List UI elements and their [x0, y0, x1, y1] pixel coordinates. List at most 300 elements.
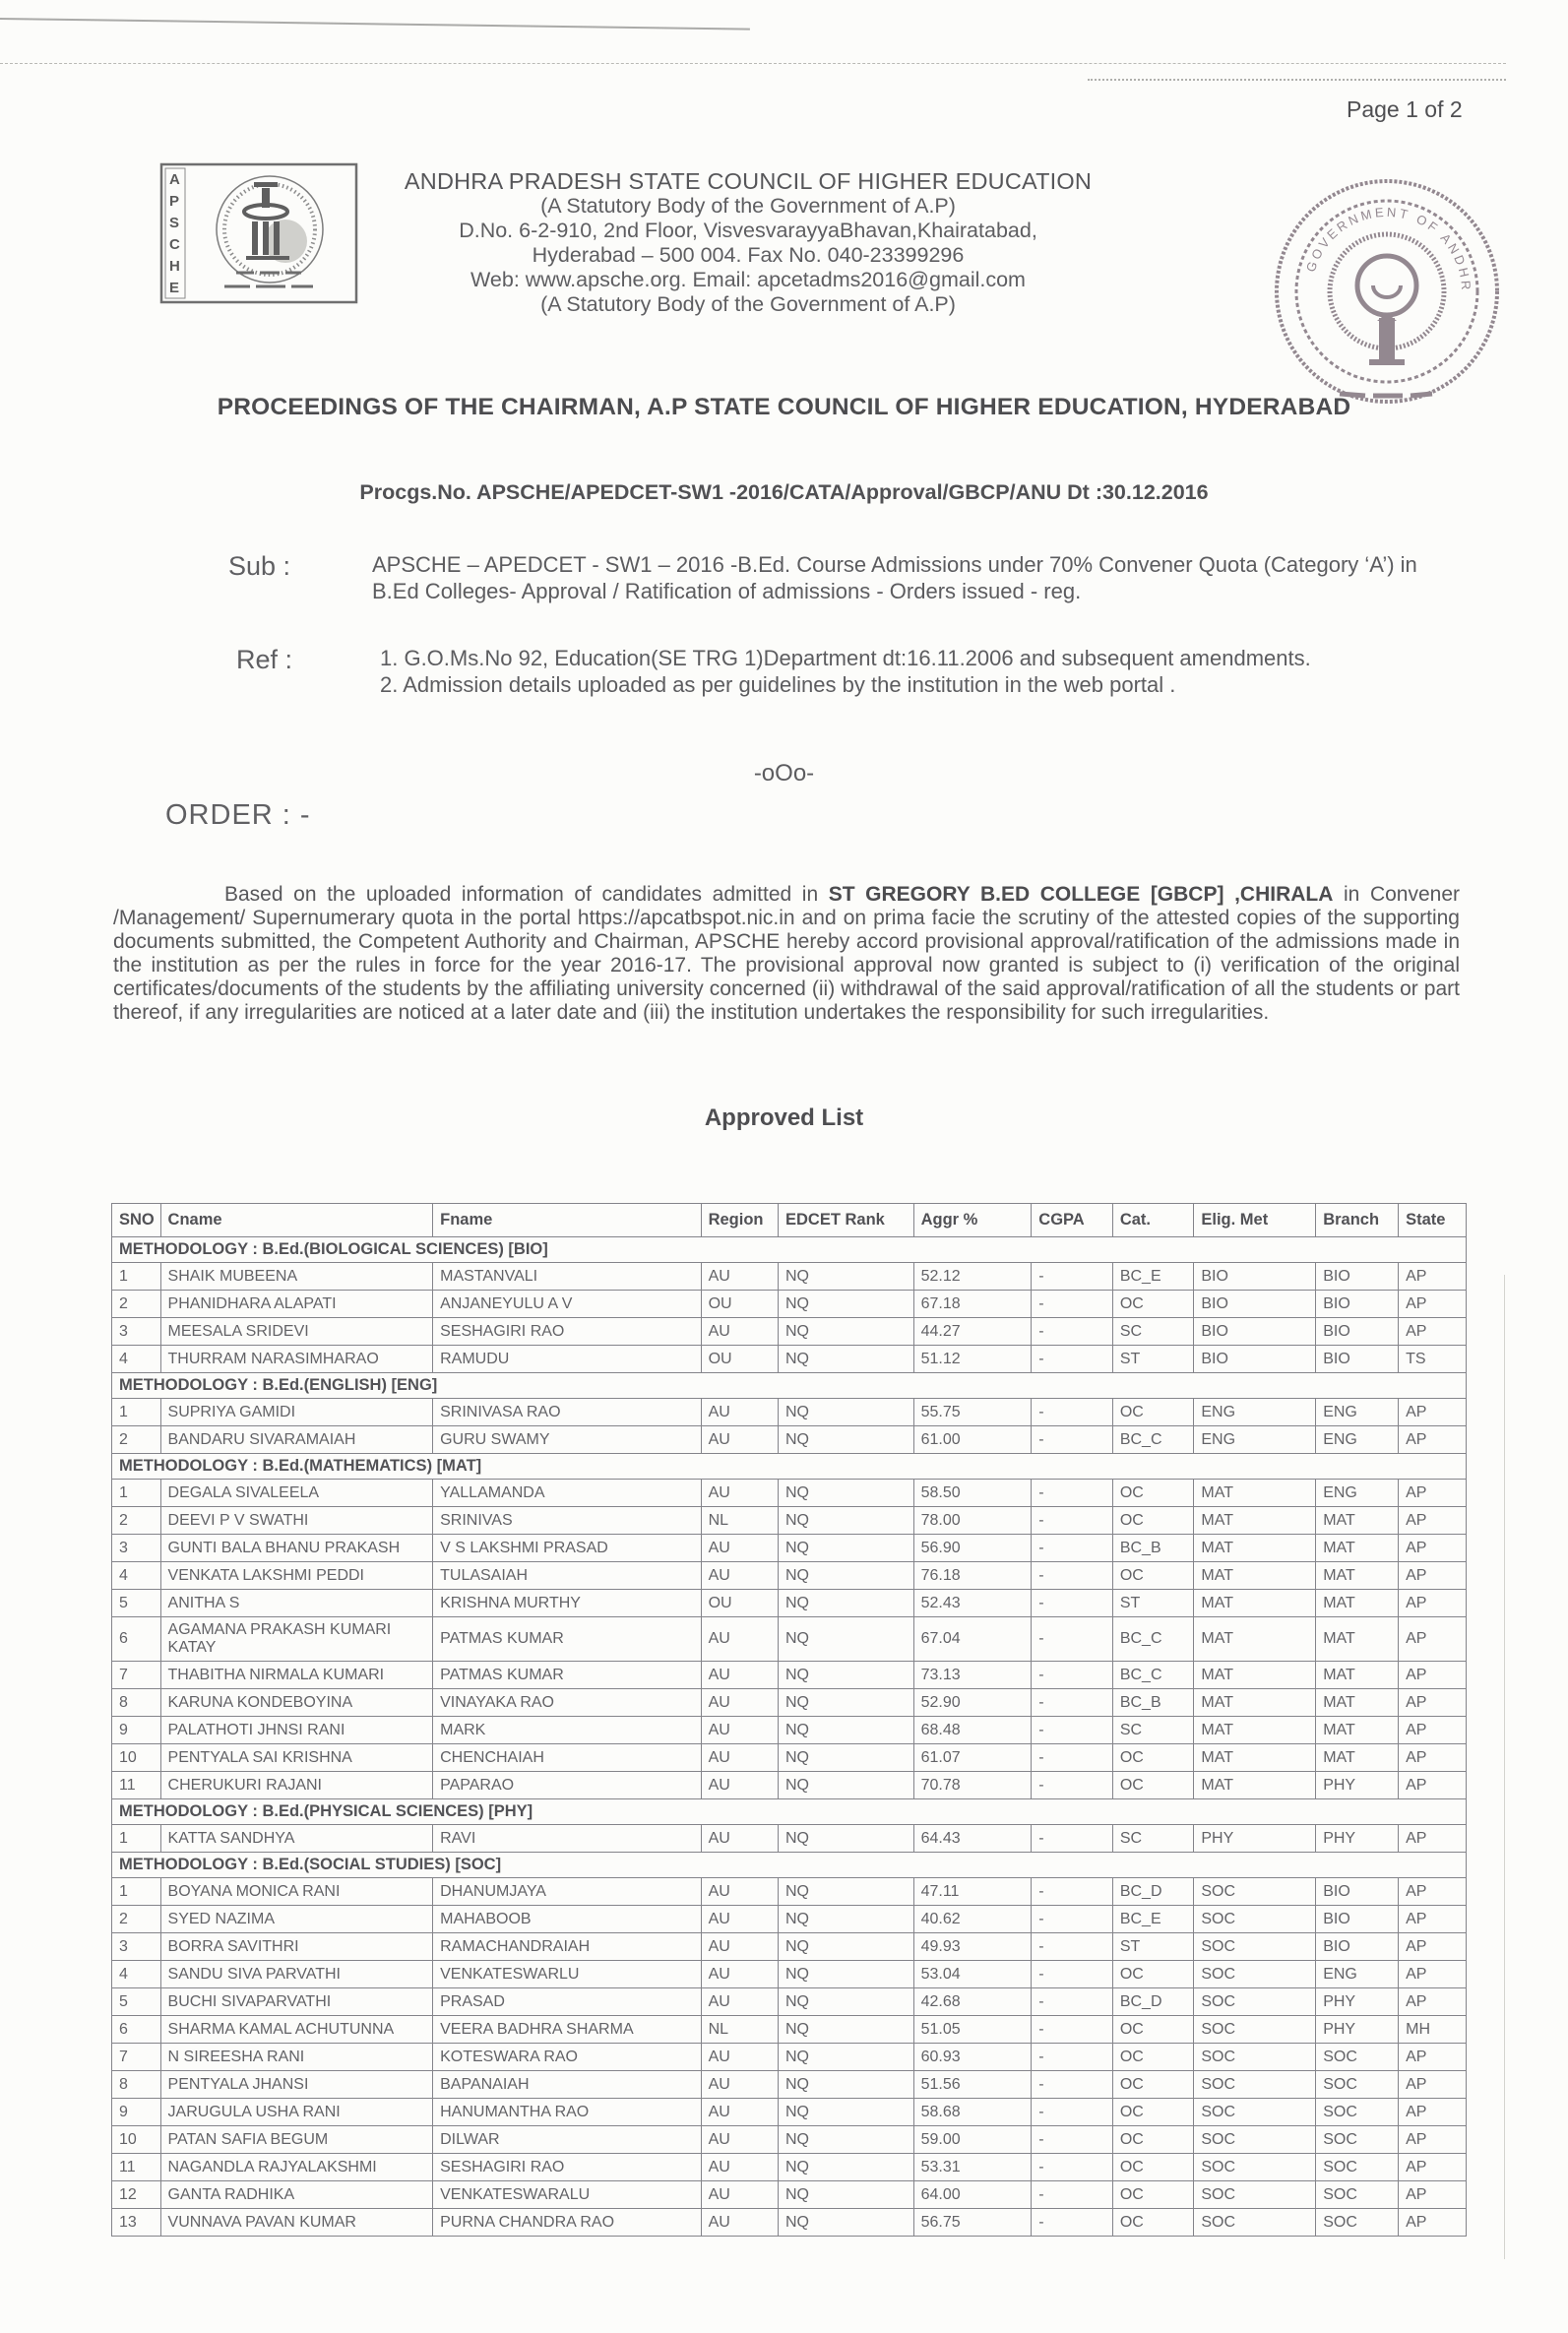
- table-cell: KRISHNA MURTHY: [433, 1590, 701, 1617]
- methodology-section-title: METHODOLOGY : B.Ed.(SOCIAL STUDIES) [SOC]: [112, 1853, 1467, 1878]
- table-cell: JARUGULA USHA RANI: [160, 2099, 433, 2126]
- table-cell: AU: [701, 1689, 778, 1717]
- table-cell: MAHABOOB: [433, 1906, 701, 1933]
- table-cell: 40.62: [913, 1906, 1032, 1933]
- table-cell: GURU SWAMY: [433, 1426, 701, 1454]
- table-row: [112, 1825, 1467, 1853]
- column-header: Region: [701, 1204, 778, 1237]
- table-cell: AP: [1399, 1318, 1467, 1346]
- table-cell: -: [1032, 1717, 1113, 1744]
- table-cell: -: [1032, 1399, 1113, 1426]
- table-cell: 64.00: [913, 2181, 1032, 2209]
- table-cell: AU: [701, 1961, 778, 1988]
- table-cell: BC_E: [1112, 1263, 1194, 1291]
- table-cell: 53.31: [913, 2154, 1032, 2181]
- table-cell: AGAMANA PRAKASH KUMARI KATAY: [160, 1617, 433, 1662]
- table-row: [112, 1507, 1467, 1535]
- table-cell: MAT: [1316, 1744, 1399, 1772]
- table-cell: 51.12: [913, 1346, 1032, 1373]
- table-cell: SHAIK MUBEENA: [160, 1263, 433, 1291]
- table-cell: 8: [112, 2071, 161, 2099]
- table-cell: ENG: [1316, 1399, 1399, 1426]
- table-cell: -: [1032, 1772, 1113, 1799]
- table-cell: 11: [112, 2154, 161, 2181]
- table-cell: NQ: [778, 2071, 913, 2099]
- table-cell: BAPANAIAH: [433, 2071, 701, 2099]
- table-cell: 2: [112, 1906, 161, 1933]
- table-cell: SESHAGIRI RAO: [433, 1318, 701, 1346]
- table-cell: SRINIVAS: [433, 1507, 701, 1535]
- table-cell: 52.12: [913, 1263, 1032, 1291]
- methodology-section-row: [112, 1454, 1467, 1480]
- table-row: [112, 1399, 1467, 1426]
- table-cell: AU: [701, 1662, 778, 1689]
- table-cell: AP: [1399, 1988, 1467, 2016]
- table-cell: BC_D: [1112, 1988, 1194, 2016]
- table-cell: ENG: [1194, 1426, 1316, 1454]
- table-cell: -: [1032, 1988, 1113, 2016]
- table-cell: OC: [1112, 1744, 1194, 1772]
- table-cell: SOC: [1194, 2044, 1316, 2071]
- table-row: [112, 1662, 1467, 1689]
- table-cell: 5: [112, 1590, 161, 1617]
- table-cell: 6: [112, 2016, 161, 2044]
- column-header: Aggr %: [913, 1204, 1032, 1237]
- methodology-section-row: [112, 1373, 1467, 1399]
- table-row: [112, 1590, 1467, 1617]
- table-cell: SUPRIYA GAMIDI: [160, 1399, 433, 1426]
- table-cell: -: [1032, 1933, 1113, 1961]
- org-name: ANDHRA PRADESH STATE COUNCIL OF HIGHER EDUCATION: [404, 168, 1093, 194]
- table-row: [112, 1717, 1467, 1744]
- table-cell: VENKATESWARLU: [433, 1961, 701, 1988]
- table-cell: 5: [112, 1988, 161, 2016]
- table-cell: -: [1032, 2209, 1113, 2237]
- table-cell: NQ: [778, 1291, 913, 1318]
- table-cell: 2: [112, 1426, 161, 1454]
- table-cell: BC_E: [1112, 1906, 1194, 1933]
- table-cell: VUNNAVA PAVAN KUMAR: [160, 2209, 433, 2237]
- table-cell: -: [1032, 1480, 1113, 1507]
- table-cell: 67.18: [913, 1291, 1032, 1318]
- address-line-2: Hyderabad – 500 004. Fax No. 040-23399296: [532, 243, 965, 267]
- table-cell: PHANIDHARA ALAPATI: [160, 1291, 433, 1318]
- table-cell: BC_B: [1112, 1535, 1194, 1562]
- table-cell: OC: [1112, 2154, 1194, 2181]
- table-cell: 78.00: [913, 1507, 1032, 1535]
- table-cell: MAT: [1316, 1590, 1399, 1617]
- table-row: [112, 1689, 1467, 1717]
- table-cell: AP: [1399, 1825, 1467, 1853]
- table-cell: OC: [1112, 2044, 1194, 2071]
- table-cell: -: [1032, 1744, 1113, 1772]
- table-cell: -: [1032, 1617, 1113, 1662]
- methodology-section-title: METHODOLOGY : B.Ed.(MATHEMATICS) [MAT]: [112, 1454, 1467, 1480]
- methodology-section-title: METHODOLOGY : B.Ed.(BIOLOGICAL SCIENCES) [BIO]: [112, 1237, 1467, 1263]
- table-cell: NQ: [778, 1772, 913, 1799]
- table-cell: AP: [1399, 1426, 1467, 1454]
- table-cell: AP: [1399, 1961, 1467, 1988]
- table-header-row: [112, 1204, 1467, 1237]
- table-cell: -: [1032, 1507, 1113, 1535]
- column-header: Cat.: [1112, 1204, 1194, 1237]
- table-row: [112, 2209, 1467, 2237]
- table-cell: AU: [701, 1744, 778, 1772]
- table-cell: -: [1032, 1662, 1113, 1689]
- table-cell: AP: [1399, 2044, 1467, 2071]
- table-cell: SOC: [1194, 2071, 1316, 2099]
- table-cell: NQ: [778, 1346, 913, 1373]
- table-cell: ENG: [1194, 1399, 1316, 1426]
- svg-text:P: P: [169, 193, 180, 210]
- proceedings-title: PROCEEDINGS OF THE CHAIRMAN, A.P STATE COUNCIL OF HIGHER EDUCATION, HYDERABAD: [217, 394, 1351, 420]
- table-cell: BIO: [1194, 1346, 1316, 1373]
- table-cell: HANUMANTHA RAO: [433, 2099, 701, 2126]
- table-cell: AP: [1399, 1933, 1467, 1961]
- table-cell: -: [1032, 2181, 1113, 2209]
- table-cell: AU: [701, 2071, 778, 2099]
- table-cell: SC: [1112, 1318, 1194, 1346]
- table-cell: NQ: [778, 1399, 913, 1426]
- table-cell: AP: [1399, 1878, 1467, 1906]
- table-cell: MAT: [1194, 1772, 1316, 1799]
- table-cell: BC_C: [1112, 1662, 1194, 1689]
- table-cell: TS: [1399, 1346, 1467, 1373]
- table-cell: AU: [701, 1617, 778, 1662]
- order-paragraph-segment: Based on the uploaded information of candidates admitted in: [224, 883, 829, 906]
- table-cell: 47.11: [913, 1878, 1032, 1906]
- table-cell: NQ: [778, 2154, 913, 2181]
- table-cell: OC: [1112, 1507, 1194, 1535]
- table-cell: ST: [1112, 1346, 1194, 1373]
- table-cell: 76.18: [913, 1562, 1032, 1590]
- table-cell: PATAN SAFIA BEGUM: [160, 2126, 433, 2154]
- table-cell: 58.50: [913, 1480, 1032, 1507]
- svg-text:S: S: [169, 215, 180, 231]
- table-cell: NQ: [778, 1426, 913, 1454]
- table-cell: 4: [112, 1346, 161, 1373]
- table-cell: MAT: [1316, 1507, 1399, 1535]
- table-cell: -: [1032, 1906, 1113, 1933]
- table-cell: RAMACHANDRAIAH: [433, 1933, 701, 1961]
- table-cell: AU: [701, 2044, 778, 2071]
- table-cell: CHENCHAIAH: [433, 1744, 701, 1772]
- table-cell: AP: [1399, 1772, 1467, 1799]
- government-seal-icon: [1263, 165, 1511, 413]
- table-cell: VINAYAKA RAO: [433, 1689, 701, 1717]
- scan-artifact-line: [0, 18, 750, 31]
- table-cell: SOC: [1194, 1961, 1316, 1988]
- table-cell: AU: [701, 1825, 778, 1853]
- table-cell: 1: [112, 1825, 161, 1853]
- column-header: CGPA: [1032, 1204, 1113, 1237]
- order-paragraph-segment: in Convener /Management/ Supernumerary quota in the portal https://apcatbspot.nic.in and on prima facie the scrutiny of the attested copies of the supporting documents submitted, the Competent Authority and Chairman, APSCHE hereby accord provisional approval/ratification of the admissions made in the institution as per the rules in force for the year 2016-17. The provisional approval now granted is subject to (i) verification of the original certificates/documents of the students by the affiliating university concerned (ii) withdrawal of the said approval/ratification of all the students or part thereof, if any irregularities are noticed at a later date and (iii) the institution undertakes the responsibility for such irregularities.: [113, 883, 1460, 1024]
- table-cell: CHERUKURI RAJANI: [160, 1772, 433, 1799]
- table-cell: AP: [1399, 1291, 1467, 1318]
- table-cell: AU: [701, 2126, 778, 2154]
- table-row: [112, 1772, 1467, 1799]
- table-cell: MAT: [1194, 1662, 1316, 1689]
- table-cell: BC_D: [1112, 1878, 1194, 1906]
- proceedings-number: Procgs.No. APSCHE/APEDCET-SW1 -2016/CATA/Approval/GBCP/ANU Dt :30.12.2016: [359, 480, 1209, 504]
- table-cell: 44.27: [913, 1318, 1032, 1346]
- methodology-section-row: [112, 1799, 1467, 1825]
- table-cell: VENKATA LAKSHMI PEDDI: [160, 1562, 433, 1590]
- table-cell: -: [1032, 1318, 1113, 1346]
- table-cell: AU: [701, 1399, 778, 1426]
- table-cell: AP: [1399, 2209, 1467, 2237]
- table-cell: MAT: [1316, 1717, 1399, 1744]
- table-cell: AP: [1399, 1662, 1467, 1689]
- table-cell: AP: [1399, 2181, 1467, 2209]
- table-cell: NQ: [778, 2209, 913, 2237]
- table-cell: OC: [1112, 1480, 1194, 1507]
- table-cell: 13: [112, 2209, 161, 2237]
- column-header: SNO: [112, 1204, 161, 1237]
- table-cell: AU: [701, 1562, 778, 1590]
- table-cell: SOC: [1194, 2154, 1316, 2181]
- table-cell: ENG: [1316, 1961, 1399, 1988]
- table-cell: ANITHA S: [160, 1590, 433, 1617]
- table-cell: NQ: [778, 2016, 913, 2044]
- table-cell: PATMAS KUMAR: [433, 1617, 701, 1662]
- table-cell: 3: [112, 1535, 161, 1562]
- table-cell: NQ: [778, 1662, 913, 1689]
- table-cell: RAVI: [433, 1825, 701, 1853]
- table-row: [112, 1346, 1467, 1373]
- table-cell: BIO: [1316, 1906, 1399, 1933]
- table-cell: PENTYALA SAI KRISHNA: [160, 1744, 433, 1772]
- table-row: [112, 1535, 1467, 1562]
- table-cell: 3: [112, 1318, 161, 1346]
- table-cell: 52.43: [913, 1590, 1032, 1617]
- table-cell: SRINIVASA RAO: [433, 1399, 701, 1426]
- table-cell: OU: [701, 1590, 778, 1617]
- table-cell: NQ: [778, 1717, 913, 1744]
- table-cell: AU: [701, 1772, 778, 1799]
- table-cell: SANDU SIVA PARVATHI: [160, 1961, 433, 1988]
- scan-artifact-line: [1088, 79, 1506, 81]
- table-cell: THABITHA NIRMALA KUMARI: [160, 1662, 433, 1689]
- table-cell: 58.68: [913, 2099, 1032, 2126]
- table-cell: NL: [701, 2016, 778, 2044]
- table-cell: BIO: [1194, 1263, 1316, 1291]
- table-cell: 53.04: [913, 1961, 1032, 1988]
- table-cell: AU: [701, 1933, 778, 1961]
- table-cell: THURRAM NARASIMHARAO: [160, 1346, 433, 1373]
- table-cell: MAT: [1194, 1590, 1316, 1617]
- table-cell: NQ: [778, 1590, 913, 1617]
- table-cell: AU: [701, 1318, 778, 1346]
- table-cell: PHY: [1316, 1988, 1399, 2016]
- table-cell: BIO: [1194, 1291, 1316, 1318]
- table-cell: -: [1032, 2154, 1113, 2181]
- table-cell: SHARMA KAMAL ACHUTUNNA: [160, 2016, 433, 2044]
- table-cell: NQ: [778, 1535, 913, 1562]
- svg-text:A: A: [169, 171, 180, 188]
- table-cell: -: [1032, 1291, 1113, 1318]
- table-cell: MAT: [1316, 1535, 1399, 1562]
- table-row: [112, 2044, 1467, 2071]
- table-cell: AP: [1399, 1744, 1467, 1772]
- table-cell: NQ: [778, 1689, 913, 1717]
- subject-text: APSCHE – APEDCET - SW1 – 2016 -B.Ed. Course Admissions under 70% Convener Quota (Category ‘A’) in B.Ed Colleges- Approval / Ratification of admissions - Orders issued - reg.: [372, 552, 1417, 603]
- table-cell: NQ: [778, 1507, 913, 1535]
- table-cell: SOC: [1194, 2126, 1316, 2154]
- table-cell: ANJANEYULU A V: [433, 1291, 701, 1318]
- table-cell: 1: [112, 1878, 161, 1906]
- table-cell: 1: [112, 1399, 161, 1426]
- table-cell: AU: [701, 1426, 778, 1454]
- table-row: [112, 1988, 1467, 2016]
- column-header: Fname: [433, 1204, 701, 1237]
- table-cell: NQ: [778, 1744, 913, 1772]
- table-cell: SOC: [1194, 1906, 1316, 1933]
- table-cell: MARK: [433, 1717, 701, 1744]
- table-row: [112, 1906, 1467, 1933]
- table-cell: AP: [1399, 2126, 1467, 2154]
- table-cell: OC: [1112, 1399, 1194, 1426]
- methodology-section-row: [112, 1853, 1467, 1878]
- table-cell: AP: [1399, 2154, 1467, 2181]
- table-cell: ST: [1112, 1933, 1194, 1961]
- table-cell: OC: [1112, 2209, 1194, 2237]
- table-cell: TULASAIAH: [433, 1562, 701, 1590]
- column-header: State: [1399, 1204, 1467, 1237]
- table-cell: 60.93: [913, 2044, 1032, 2071]
- table-cell: AU: [701, 1535, 778, 1562]
- table-cell: AU: [701, 2181, 778, 2209]
- table-cell: 56.90: [913, 1535, 1032, 1562]
- order-paragraph: [113, 883, 1460, 1024]
- table-cell: 7: [112, 2044, 161, 2071]
- table-cell: SOC: [1316, 2071, 1399, 2099]
- svg-text:GOVERNMENT OF ANDHRA PRADESH: GOVERNMENT OF ANDHR: [1302, 204, 1474, 293]
- table-cell: SOC: [1316, 2154, 1399, 2181]
- table-cell: AP: [1399, 1617, 1467, 1662]
- table-cell: OC: [1112, 1961, 1194, 1988]
- table-cell: PALATHOTI JHNSI RANI: [160, 1717, 433, 1744]
- table-cell: AP: [1399, 2071, 1467, 2099]
- table-cell: -: [1032, 2016, 1113, 2044]
- table-cell: 64.43: [913, 1825, 1032, 1853]
- address-line-1: D.No. 6-2-910, 2nd Floor, VisvesvarayyaBhavan,Khairatabad,: [459, 219, 1037, 242]
- table-cell: GUNTI BALA BHANU PRAKASH: [160, 1535, 433, 1562]
- column-header: EDCET Rank: [778, 1204, 913, 1237]
- table-row: [112, 2016, 1467, 2044]
- table-cell: 2: [112, 1507, 161, 1535]
- column-header: Cname: [160, 1204, 433, 1237]
- table-cell: NQ: [778, 1562, 913, 1590]
- table-cell: SOC: [1194, 1878, 1316, 1906]
- table-row: [112, 2126, 1467, 2154]
- table-cell: -: [1032, 1263, 1113, 1291]
- table-cell: AU: [701, 1988, 778, 2016]
- table-cell: -: [1032, 2071, 1113, 2099]
- table-body: [112, 1237, 1467, 2237]
- table-cell: DHANUMJAYA: [433, 1878, 701, 1906]
- table-row: [112, 1318, 1467, 1346]
- table-cell: -: [1032, 1689, 1113, 1717]
- table-cell: -: [1032, 1825, 1113, 1853]
- table-cell: PHY: [1316, 1772, 1399, 1799]
- table-cell: SOC: [1316, 2099, 1399, 2126]
- table-cell: OC: [1112, 2071, 1194, 2099]
- table-cell: YALLAMANDA: [433, 1480, 701, 1507]
- table-cell: SOC: [1316, 2181, 1399, 2209]
- table-row: [112, 1961, 1467, 1988]
- table-row: [112, 2181, 1467, 2209]
- table-cell: 52.90: [913, 1689, 1032, 1717]
- table-cell: AP: [1399, 1399, 1467, 1426]
- table-cell: 67.04: [913, 1617, 1032, 1662]
- table-cell: 9: [112, 2099, 161, 2126]
- table-cell: -: [1032, 2044, 1113, 2071]
- table-row: [112, 1933, 1467, 1961]
- table-cell: KATTA SANDHYA: [160, 1825, 433, 1853]
- table-cell: BC_B: [1112, 1689, 1194, 1717]
- table-cell: NQ: [778, 1480, 913, 1507]
- table-cell: 11: [112, 1772, 161, 1799]
- table-cell: NQ: [778, 1263, 913, 1291]
- table-cell: AU: [701, 1717, 778, 1744]
- table-cell: RAMUDU: [433, 1346, 701, 1373]
- subject-block: [228, 551, 1425, 604]
- table-cell: NQ: [778, 1988, 913, 2016]
- table-cell: SOC: [1316, 2209, 1399, 2237]
- table-cell: 70.78: [913, 1772, 1032, 1799]
- table-cell: SOC: [1194, 1988, 1316, 2016]
- reference-block: [236, 645, 1433, 698]
- table-cell: OC: [1112, 1291, 1194, 1318]
- table-cell: BIO: [1316, 1263, 1399, 1291]
- table-cell: 68.48: [913, 1717, 1032, 1744]
- table-cell: SOC: [1194, 1933, 1316, 1961]
- table-cell: NQ: [778, 1825, 913, 1853]
- letterhead-text: [325, 169, 1171, 317]
- table-cell: AP: [1399, 1562, 1467, 1590]
- table-cell: 6: [112, 1617, 161, 1662]
- table-cell: ENG: [1316, 1426, 1399, 1454]
- table-cell: OU: [701, 1291, 778, 1318]
- table-cell: PAPARAO: [433, 1772, 701, 1799]
- table-cell: NQ: [778, 2099, 913, 2126]
- table-row: [112, 1878, 1467, 1906]
- table-cell: AU: [701, 2209, 778, 2237]
- table-cell: 9: [112, 1717, 161, 1744]
- svg-text:E: E: [169, 280, 180, 296]
- methodology-section-title: METHODOLOGY : B.Ed.(PHYSICAL SCIENCES) [PHY]: [112, 1799, 1467, 1825]
- page-indicator: Page 1 of 2: [1347, 96, 1463, 122]
- table-cell: OU: [701, 1346, 778, 1373]
- table-cell: AP: [1399, 1535, 1467, 1562]
- scan-artifact-line: [1504, 1275, 1505, 2259]
- section-separator: -oOo-: [753, 760, 815, 787]
- reference-item: 2. Admission details uploaded as per guidelines by the institution in the web portal .: [380, 672, 1176, 697]
- table-cell: MAT: [1194, 1562, 1316, 1590]
- table-cell: AP: [1399, 1507, 1467, 1535]
- methodology-section-row: [112, 1237, 1467, 1263]
- table-cell: MAT: [1194, 1717, 1316, 1744]
- table-cell: SOC: [1316, 2126, 1399, 2154]
- table-cell: -: [1032, 1590, 1113, 1617]
- table-cell: -: [1032, 2126, 1113, 2154]
- table-cell: -: [1032, 1562, 1113, 1590]
- table-cell: MH: [1399, 2016, 1467, 2044]
- table-cell: MAT: [1194, 1689, 1316, 1717]
- statutory-line: (A Statutory Body of the Government of A.P): [540, 194, 956, 218]
- table-cell: PHY: [1194, 1825, 1316, 1853]
